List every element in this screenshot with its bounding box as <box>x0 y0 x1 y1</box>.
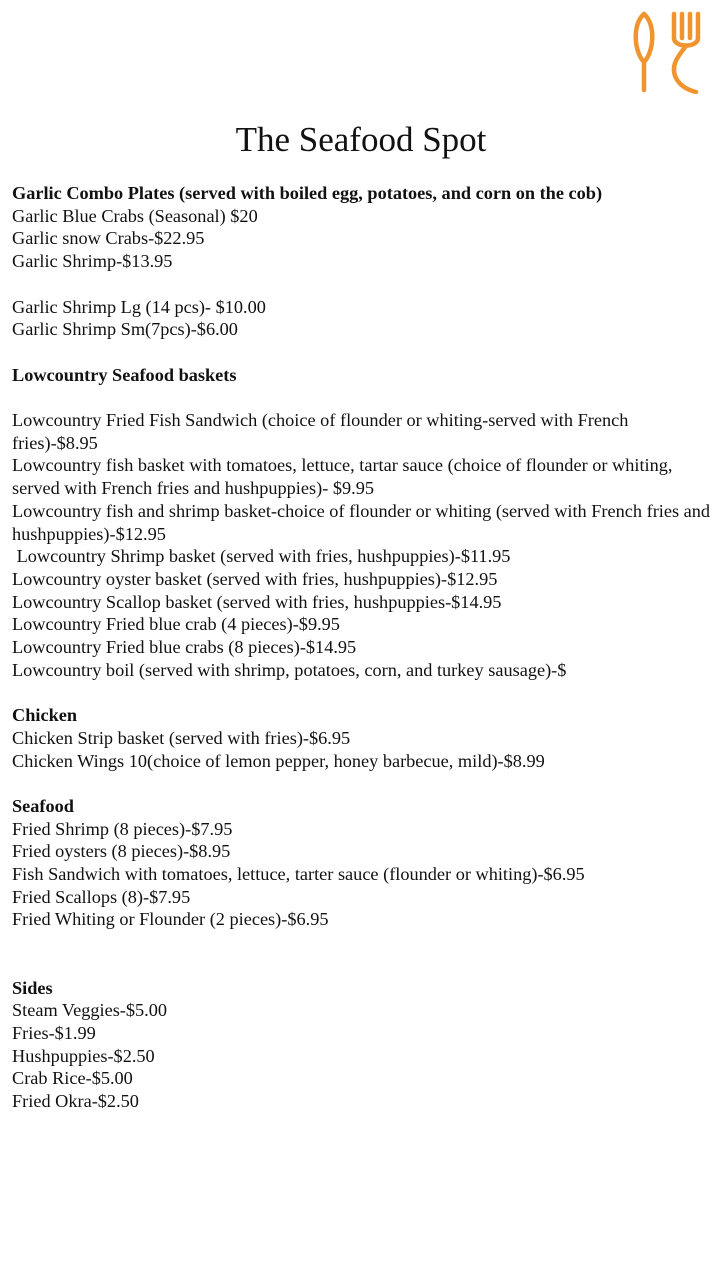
menu-item: Garlic Shrimp Lg (14 pcs)- $10.00 <box>12 296 266 317</box>
menu-item: Fried Shrimp (8 pieces)-$7.95 <box>12 818 233 839</box>
menu-item: Garlic Shrimp Sm(7pcs)-$6.00 <box>12 319 238 340</box>
menu-item: Chicken Strip basket (served with fries)-$6.95 <box>12 727 351 748</box>
menu-item: Lowcountry boil (served with shrimp, potatoes, corn, and turkey sausage)-$ <box>12 659 567 680</box>
menu <box>12 182 715 1113</box>
menu-item: Garlic Shrimp-$13.95 <box>12 251 173 272</box>
menu-item: Fried Okra-$2.50 <box>12 1091 139 1112</box>
menu-item: Fish Sandwich with tomatoes, lettuce, tarter sauce (flounder or whiting)-$6.95 <box>12 864 585 885</box>
page-title: The Seafood Spot <box>235 120 487 159</box>
menu-item: Fries-$1.99 <box>12 1022 96 1043</box>
menu-item: Fried Whiting or Flounder (2 pieces)-$6.95 <box>12 909 329 930</box>
menu-item: Lowcountry Fried Fish Sandwich (choice of flounder or whiting-served with French fries)-$8.95 <box>12 409 633 453</box>
menu-item: Chicken Wings 10(choice of lemon pepper, honey barbecue, mild)-$8.99 <box>12 750 545 771</box>
section-heading-chicken: Chicken <box>12 705 78 726</box>
menu-item: Crab Rice-$5.00 <box>12 1068 133 1089</box>
fork-spoon-icon <box>630 10 706 94</box>
menu-item: Fried Scallops (8)-$7.95 <box>12 886 191 907</box>
menu-item: Lowcountry fish basket with tomatoes, lettuce, tartar sauce (choice of flounder or whiting, served with French fries and hushpuppies)- $9.95 <box>12 455 678 499</box>
section-heading-garlic: Garlic Combo Plates (served with boiled egg, potatoes, and corn on the cob) <box>12 183 603 203</box>
menu-item: Lowcountry Fried blue crab (4 pieces)-$9.95 <box>12 614 340 635</box>
menu-item: Fried oysters (8 pieces)-$8.95 <box>12 841 231 862</box>
section-heading-sides: Sides <box>12 977 53 998</box>
menu-item: Garlic snow Crabs-$22.95 <box>12 228 205 249</box>
menu-item: Lowcountry oyster basket (served with fries, hushpuppies)-$12.95 <box>12 568 498 589</box>
menu-item: Lowcountry fish and shrimp basket-choice of flounder or whiting (served with French fries and hushpuppies)-$12.95 <box>12 500 715 544</box>
menu-item: Steam Veggies-$5.00 <box>12 1000 168 1021</box>
section-heading-lowcountry: Lowcountry Seafood baskets <box>12 364 237 385</box>
menu-item: Garlic Blue Crabs (Seasonal) $20 <box>12 205 258 226</box>
menu-item: Hushpuppies-$2.50 <box>12 1045 155 1066</box>
section-heading-seafood: Seafood <box>12 795 74 816</box>
menu-item: Lowcountry Shrimp basket (served with fries, hushpuppies)-$11.95 <box>12 546 511 567</box>
menu-item: Lowcountry Fried blue crabs (8 pieces)-$14.95 <box>12 637 357 658</box>
menu-item: Lowcountry Scallop basket (served with fries, hushpuppies-$14.95 <box>12 591 502 612</box>
